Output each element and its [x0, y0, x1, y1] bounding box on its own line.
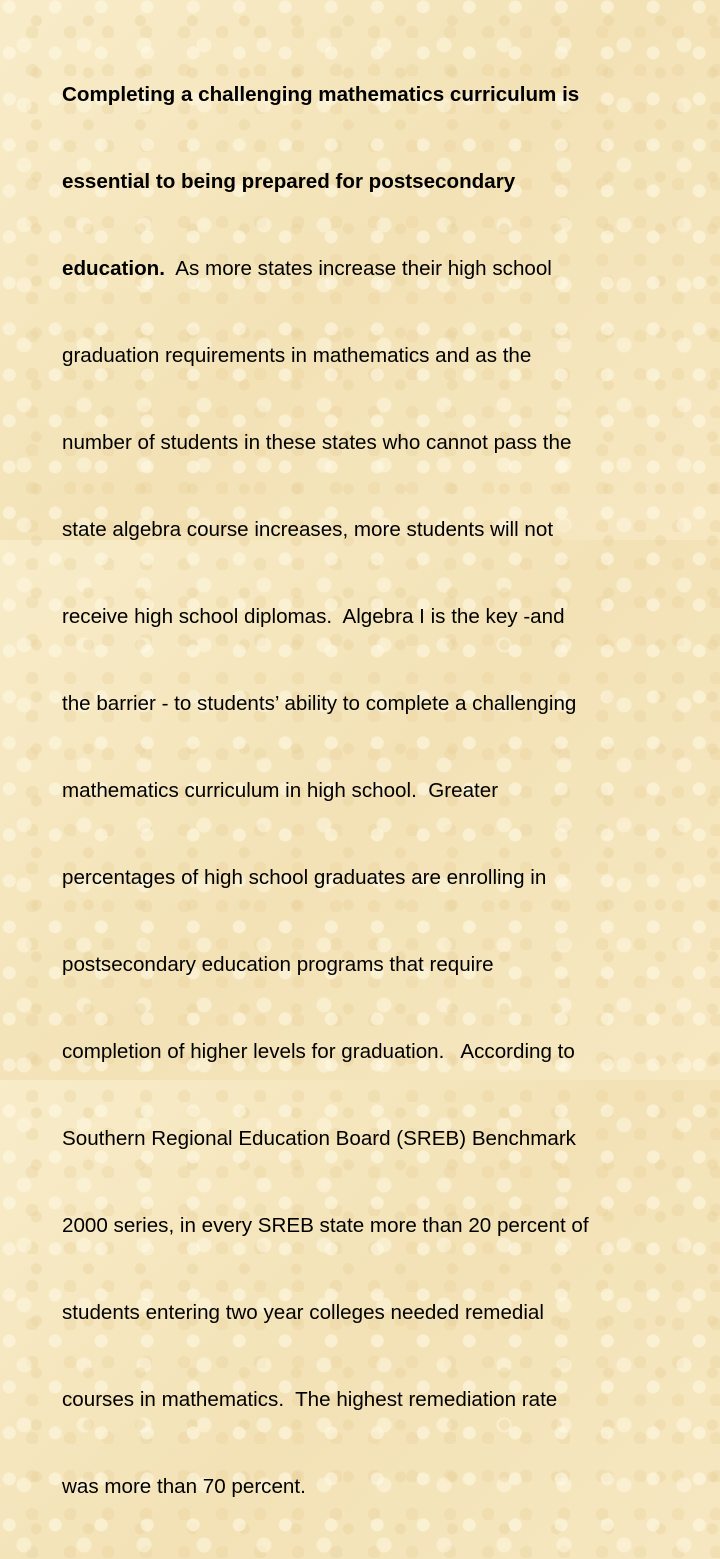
regular-text: the barrier - to students’ ability to complete a challenging	[62, 692, 577, 715]
regular-text: postsecondary education programs that require	[62, 953, 494, 976]
regular-text: mathematics curriculum in high school. Greater	[62, 779, 499, 802]
regular-text: courses in mathematics. The highest remediation rate	[62, 1388, 558, 1411]
text-line	[62, 254, 702, 283]
regular-text: Southern Regional Education Board (SREB) Benchmark	[62, 1127, 576, 1150]
bold-text: education.	[62, 257, 165, 280]
regular-text: students entering two year colleges needed remedial	[62, 1301, 544, 1324]
text-line	[62, 863, 702, 892]
text-line	[62, 1385, 702, 1414]
regular-text: completion of higher levels for graduation. According to	[62, 1040, 575, 1063]
regular-text: number of students in these states who cannot pass the	[62, 431, 572, 454]
text-line	[62, 689, 702, 718]
text-line	[62, 80, 702, 109]
regular-text: percentages of high school graduates are enrolling in	[62, 866, 547, 889]
text-line	[62, 167, 702, 196]
regular-text: receive high school diplomas. Algebra I is the key -and	[62, 605, 565, 628]
bold-text: essential to being prepared for postsecondary	[62, 170, 516, 193]
slide-body-text	[62, 22, 702, 1559]
text-line	[62, 428, 702, 457]
text-line	[62, 1298, 702, 1327]
regular-text: As more states increase their high school	[164, 257, 552, 280]
text-line	[62, 1211, 702, 1240]
text-line	[62, 776, 702, 805]
text-line	[62, 950, 702, 979]
regular-text: was more than 70 percent.	[62, 1475, 306, 1498]
text-line	[62, 602, 702, 631]
regular-text: state algebra course increases, more students will not	[62, 518, 554, 541]
text-line	[62, 515, 702, 544]
text-line	[62, 341, 702, 370]
text-line	[62, 1037, 702, 1066]
regular-text: graduation requirements in mathematics and as the	[62, 344, 532, 367]
text-line	[62, 1472, 702, 1501]
text-line	[62, 1124, 702, 1153]
bold-text: Completing a challenging mathematics curriculum is	[62, 83, 580, 106]
regular-text: 2000 series, in every SREB state more than 20 percent of	[62, 1214, 589, 1237]
